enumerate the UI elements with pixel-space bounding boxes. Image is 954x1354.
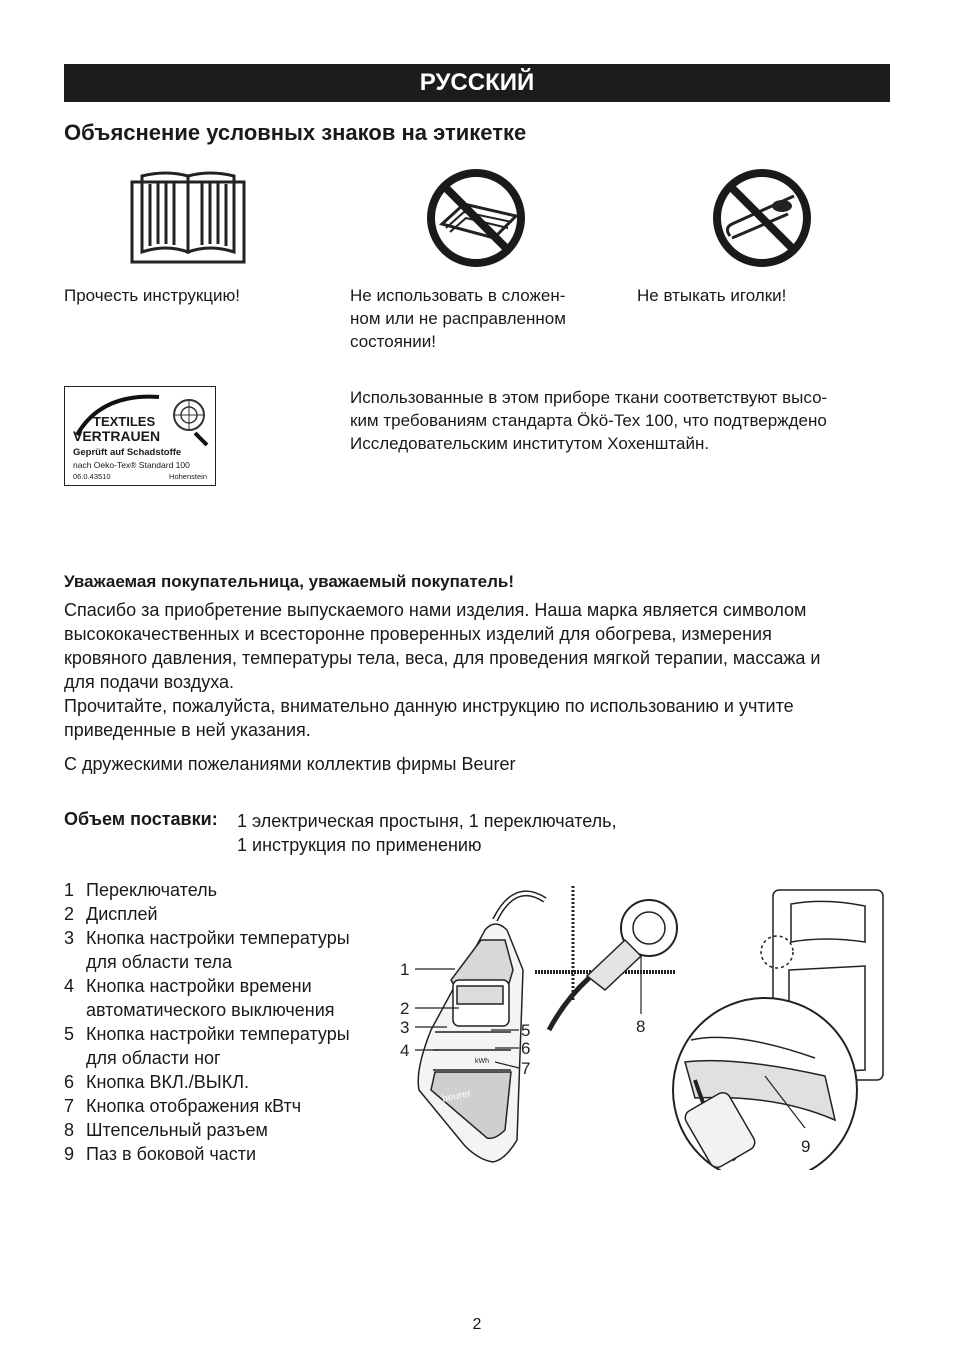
diagram-brand: beurer [441,1088,472,1105]
oeko-line-geprueft: Geprüft auf Schadstoffe [73,447,182,458]
delivery-label: Объем поставки: [64,809,218,829]
list-item: 8 Штепсельный разъем [64,1120,268,1140]
callout-4: 4 [400,1041,410,1060]
callout-3: 3 [400,1018,410,1037]
diagram-unit-label: kWh [475,1058,489,1065]
callout-2: 2 [400,999,410,1018]
delivery-contents: 1 электрическая простыня, 1 переключатель, 1 инструкция по применению [237,811,617,855]
symbol-caption-folded: Не использовать в сложен- ном или не расправленном состоянии! [350,286,566,351]
list-item: 9 Паз в боковой части [64,1144,257,1164]
list-item: 5 Кнопка настройки температуры для области ног [64,1024,350,1068]
oeko-place: Hohenstein [169,472,207,481]
list-item: 3 Кнопка настройки температуры для области тела [64,928,350,972]
callout-5: 5 [521,1021,531,1040]
symbol-caption-pins: Не втыкать иголки! [637,286,787,305]
greeting-signoff: С дружескими пожеланиями коллектив фирмы Beurer [64,754,516,774]
oeko-line-standard: nach Oeko-Tex® Standard 100 [73,460,190,470]
no-pins-icon [710,166,814,270]
list-item: 6 Кнопка ВКЛ./ВЫКЛ. [64,1072,250,1092]
oeko-tex-label [64,386,216,486]
parts-list [64,878,394,1166]
callout-7: 7 [521,1059,531,1078]
no-folded-icon [424,166,528,270]
language-bar: РУССКИЙ [64,64,890,102]
callout-6: 6 [521,1039,531,1058]
page-number: 2 [472,1316,482,1333]
oeko-code: 06.0.43510 [73,472,111,481]
list-item: 1 Переключатель [64,880,217,900]
oeko-line-textiles: TEXTILES [93,414,156,429]
greeting-body: Спасибо за приобретение выпускаемого нами изделия. Наша марка является символом высококачественных и всесторонне проверенных изделий для обогрева, измерения кровяного давления, температуры тела, веса, для проведения мягкой терапии, массажа и для подачи воздуха. Прочитайте, пожалуйста, внимательно данную инструкцию по использованию и учтите приведенные в ней указания. [64,600,821,740]
list-item: 4 Кнопка настройки времени автоматического выключения [64,976,335,1020]
symbol-caption-read: Прочесть инструкцию! [64,286,241,305]
list-item: 2 Дисплей [64,904,158,924]
greeting-title: Уважаемая покупательница, уважаемый покупатель! [64,572,515,591]
callout-1: 1 [400,960,410,979]
symbols-heading: Объяснение условных знаков на этикетке [64,120,527,145]
device-diagram [395,880,895,1170]
oeko-line-vertrauen: VERTRAUEN [73,428,161,444]
oeko-description: Использованные в этом приборе ткани соответствуют высо- ким требованиям стандарта Ökö-Tex 100, что подтверждено Исследовательским институтом Хохенштайн. [350,388,828,453]
callout-9: 9 [801,1137,811,1156]
open-book-icon [128,166,248,266]
callout-8: 8 [636,1017,646,1036]
list-item: 7 Кнопка отображения кВтч [64,1096,302,1116]
